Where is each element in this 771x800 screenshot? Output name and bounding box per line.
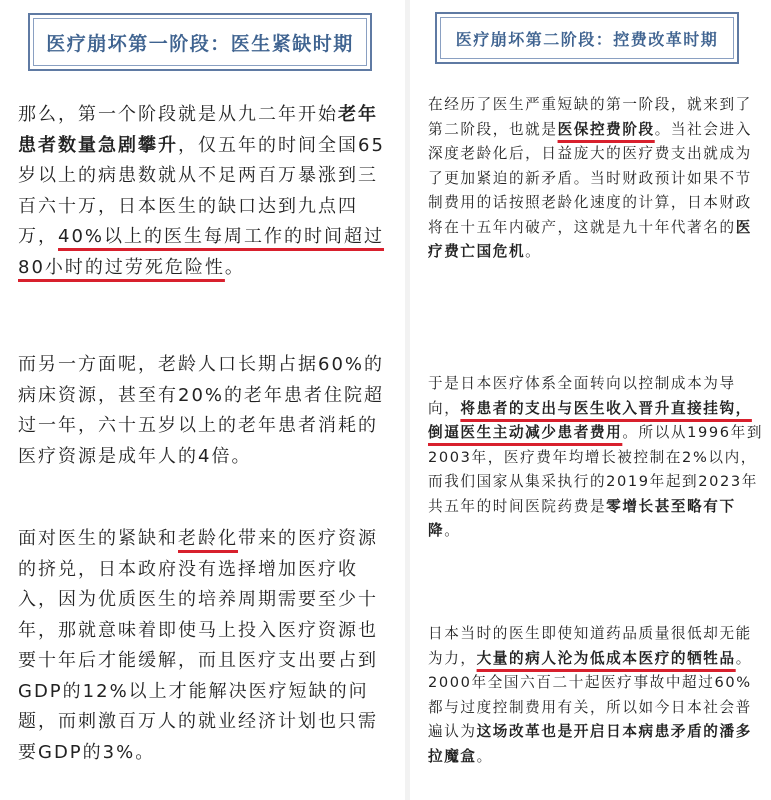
text: 于是日本医疗体系全面转向以控制成本为导向， <box>428 375 736 417</box>
text: 。 <box>476 747 493 765</box>
bold-text: 老年患者数量急剧攀升 <box>18 104 378 156</box>
text: 那么，第一个阶段就是从九二年开始 <box>18 104 338 125</box>
underlined-text: 大量的病人沦为低成本医疗的牺牲品 <box>476 649 736 667</box>
text: 。2000年全国六百二十起医疗事故中超过60%都与过度控制费用有关，所以如今日本社会普遍认为 <box>428 649 752 740</box>
section-title: 医疗崩坏第二阶段：控费改革时期 <box>455 29 719 49</box>
section-header-stage-one <box>28 13 372 71</box>
text: 在经历了医生严重短缺的第一阶段，就来到了第二阶段，也就是 <box>428 96 752 138</box>
text: 。 <box>444 522 461 539</box>
paragraph <box>428 622 764 769</box>
underlined-text: 老龄化 <box>178 528 238 549</box>
text: ，仅五年的时间全国65岁以上的病患数就从不足两百万暴涨到三百六十万，日本医生的缺口达到九点四万， <box>18 134 385 247</box>
text: 而另一方面呢，老龄人口长期占据60%的病床资源，甚至有20%的老年患者住院超过一年，六十五岁以上的老年患者消耗的医疗资源是成年人的4倍。 <box>18 354 385 467</box>
underlined-text: 40%以上的医生每周工作的时间超过80小时的过劳死危险性 <box>18 226 385 278</box>
bold-text: 这场改革也是开启日本病患矛盾的潘多拉魔盒 <box>428 723 752 765</box>
section-title: 医疗崩坏第一阶段：医生紧缺时期 <box>46 32 354 55</box>
text: 。所以从1996年到2003年，医疗费年均增长被控制在2%以内，而我们国家从集采执行的2019年起到2023年共五年的时间医院药费是 <box>428 424 764 515</box>
section-header-stage-two <box>435 12 739 64</box>
bold-text: 零增长甚至略有下降 <box>428 497 736 539</box>
text: 带来的医疗资源的挤兑，日本政府没有选择增加医疗收入，因为优质医生的培养周期需要至少十年，那就意味着即使马上投入医疗资源也要十年后才能缓解，而且医疗支出要占到GDP的12%以上才能解决医疗短缺的问题，而刺激百万人的就业经济计划也只需要GDP的3%。 <box>18 528 378 763</box>
paragraph <box>18 100 390 283</box>
paragraph <box>18 350 390 472</box>
right-column <box>410 0 771 800</box>
paragraph <box>18 524 390 768</box>
text: 。 <box>525 243 542 260</box>
bold-text: 医疗费亡国危机 <box>428 218 752 260</box>
paragraph <box>428 372 764 544</box>
underlined-text: 医保控费阶段 <box>557 120 655 138</box>
underlined-text: 将患者的支出与医生收入晋升直接挂钩，倒逼医生主动减少患者费用 <box>428 399 752 441</box>
text: 日本当时的医生即使知道药品质量很低却无能为力， <box>428 625 752 667</box>
text: 。 <box>224 256 245 278</box>
paragraph <box>428 93 764 265</box>
text: 。当社会进入深度老龄化后，日益庞大的医疗费支出就成为了更加紧迫的新矛盾。当时财政预计如果不节制费用的话按照老龄化速度的计算，日本财政将在十五年内破产，这就是九十年代著名的 <box>428 120 752 236</box>
text: 面对医生的紧缺和 <box>18 528 178 549</box>
